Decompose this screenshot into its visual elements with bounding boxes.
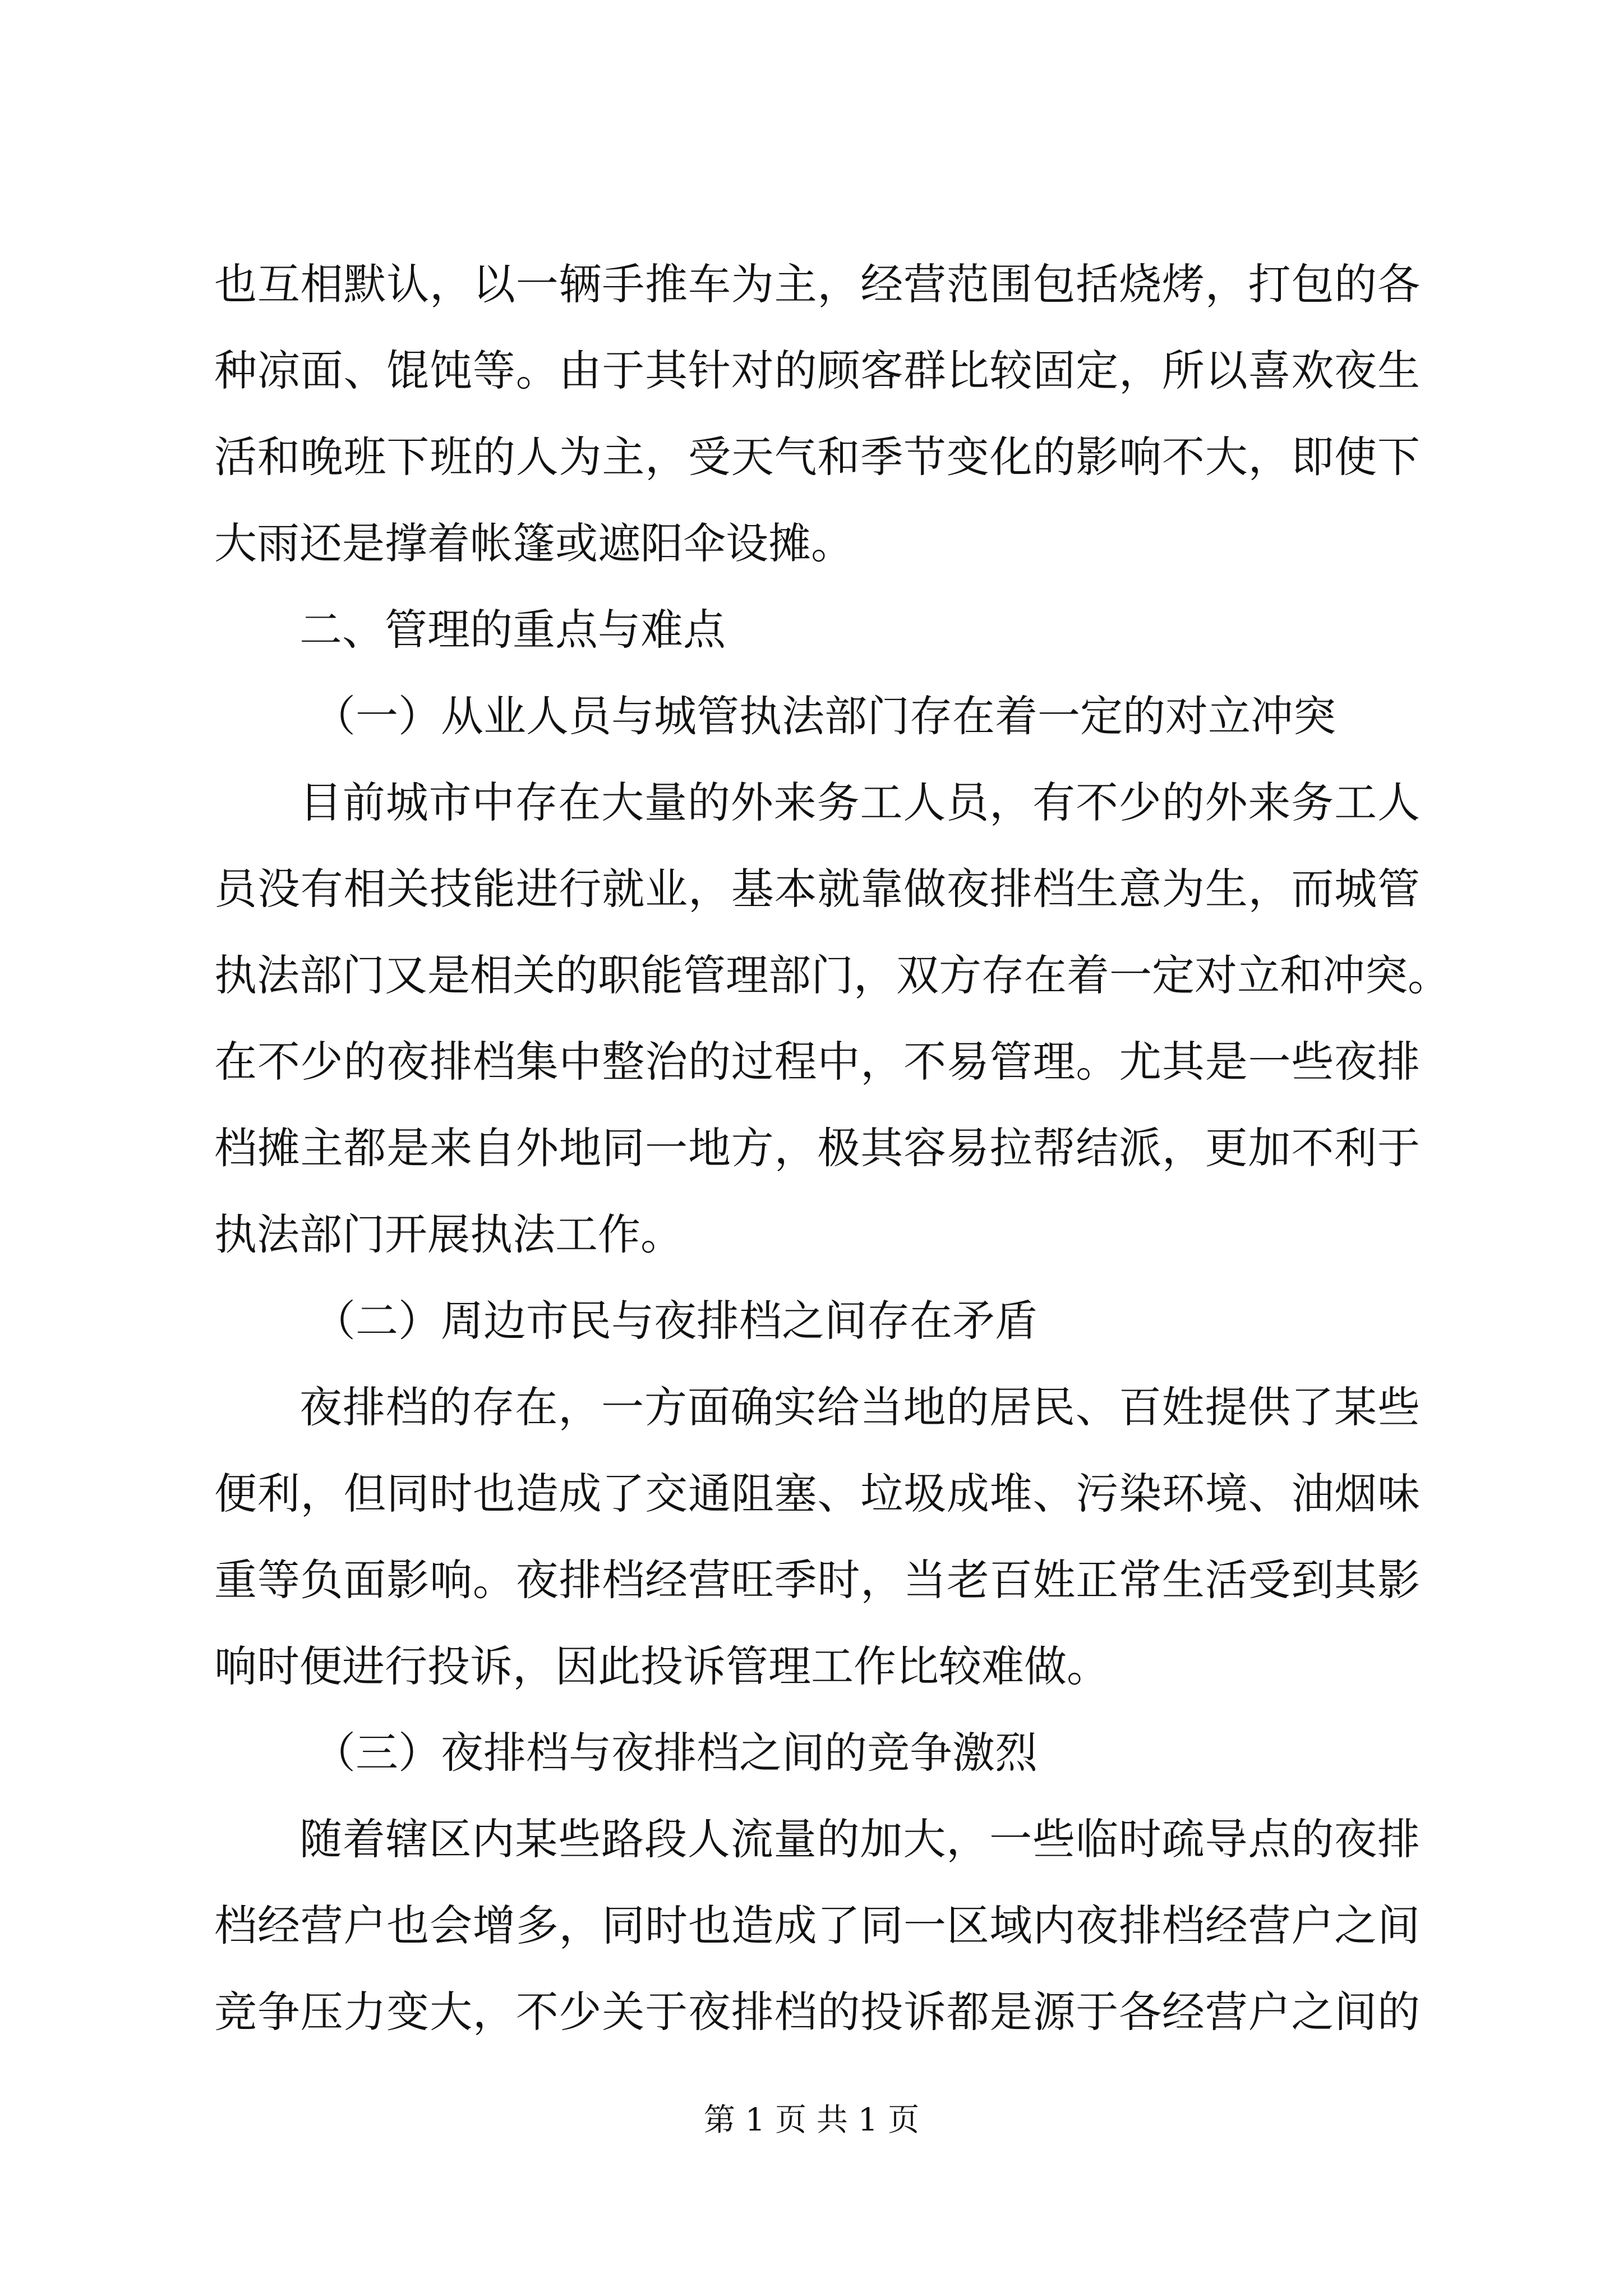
body-line: 档摊主都是来自外地同一地方，极其容易拉帮结派，更加不利于 bbox=[214, 1123, 1420, 1173]
body-line: 响时便进行投诉，因此投诉管理工作比较难做。 bbox=[214, 1641, 1109, 1691]
document-body bbox=[214, 241, 1450, 2055]
body-line: 也互相默认，以一辆手推车为主，经营范围包括烧烤，打包的各 bbox=[214, 259, 1420, 309]
body-line: 在不少的夜排档集中整治的过程中，不易管理。尤其是一些夜排 bbox=[214, 1037, 1420, 1087]
body-line: 种凉面、馄饨等。由于其针对的顾客群比较固定，所以喜欢夜生 bbox=[214, 346, 1420, 395]
body-line: 随着辖区内某些路段人流量的加大，一些临时疏导点的夜排 bbox=[299, 1814, 1420, 1864]
body-line: 目前城市中存在大量的外来务工人员，有不少的外来务工人 bbox=[299, 777, 1420, 827]
subsection-heading: （一）从业人员与城管执法部门存在着一定的对立冲突 bbox=[313, 691, 1336, 741]
body-line: 执法部门开展执法工作。 bbox=[214, 1209, 683, 1259]
body-line: 档经营户也会增多，同时也造成了同一区域内夜排档经营户之间 bbox=[214, 1901, 1420, 1950]
subsection-heading: （三）夜排档与夜排档之间的竞争激烈 bbox=[313, 1728, 1038, 1778]
body-line: 活和晚班下班的人为主，受天气和季节变化的影响不大，即使下 bbox=[214, 432, 1420, 482]
body-line: 执法部门又是相关的职能管理部门，双方存在着一定对立和冲突。 bbox=[214, 950, 1450, 1000]
page-footer: 第 1 页 共 1 页 bbox=[703, 2102, 920, 2138]
body-line: 竞争压力变大，不少关于夜排档的投诉都是源于各经营户之间的 bbox=[214, 1987, 1420, 2037]
subsection-heading: （二）周边市民与夜排档之间存在矛盾 bbox=[313, 1296, 1038, 1346]
section-heading: 二、管理的重点与难点 bbox=[299, 605, 726, 655]
body-line: 员没有相关技能进行就业，基本就靠做夜排档生意为生，而城管 bbox=[214, 864, 1420, 914]
body-line: 大雨还是撑着帐篷或遮阳伞设摊。 bbox=[214, 518, 854, 568]
body-line: 便利，但同时也造成了交通阻塞、垃圾成堆、污染环境、油烟味 bbox=[214, 1469, 1420, 1519]
body-line: 重等负面影响。夜排档经营旺季时，当老百姓正常生活受到其影 bbox=[214, 1555, 1420, 1605]
body-line: 夜排档的存在，一方面确实给当地的居民、百姓提供了某些 bbox=[299, 1382, 1420, 1432]
